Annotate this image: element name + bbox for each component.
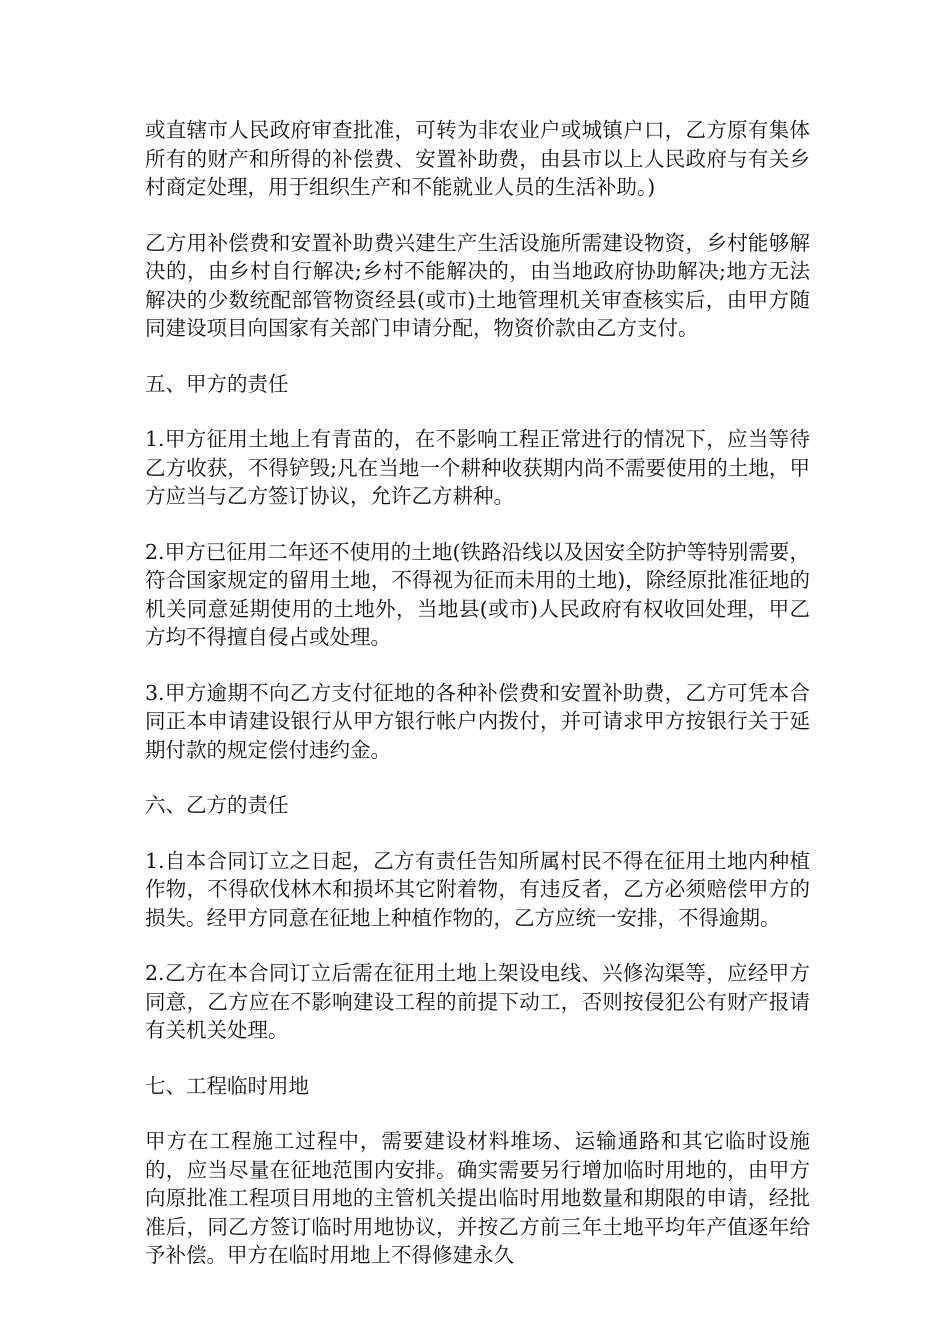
section-heading-7: 七、工程临时用地 bbox=[145, 1073, 309, 1098]
paragraph-6-2: 2.乙方在本合同订立后需在征用土地上架设电线、兴修沟渠等，应经甲方同意，乙方应在不影响建设工程的前提下动工，否则按侵犯公有财产报请有关机关处理。 bbox=[145, 961, 810, 1042]
paragraph-5-1: 1.甲方征用土地上有青苗的，在不影响工程正常进行的情况下，应当等待乙方收获，不得铲毁;凡在当地一个耕种收获期内尚不需要使用的土地，甲方应当与乙方签订协议，允许乙方耕种。 bbox=[145, 427, 810, 508]
section-heading-5: 五、甲方的责任 bbox=[145, 371, 289, 396]
paragraph-6-1: 1.自本合同订立之日起，乙方有责任告知所属村民不得在征用土地内种植作物，不得砍伐林木和损坏其它附着物，有违反者，乙方必须赔偿甲方的损失。经甲方同意在征地上种植作物的，乙方应统一安排，不得逾期。 bbox=[145, 848, 810, 930]
paragraph-1: 或直辖市人民政府审查批准，可转为非农业户或城镇户口，乙方原有集体所有的财产和所得的补偿费、安置补助费，由县市以上人民政府与有关乡村商定处理，用于组织生产和不能就业人员的生活补助。) bbox=[145, 118, 810, 199]
paragraph-5-2: 2.甲方已征用二年还不使用的土地(铁路沿线以及因安全防护等特别需要，符合国家规定的留用土地，不得视为征而未用的土地)，除经原批准征地的机关同意延期使用的土地外，当地县(或市)人民政府有权收回处理，甲乙方均不得擅自侵占或处理。 bbox=[145, 539, 810, 649]
section-heading-6: 六、乙方的责任 bbox=[145, 793, 289, 817]
document-body bbox=[145, 116, 810, 1297]
paragraph-2: 乙方用补偿费和安置补助费兴建生产生活设施所需建设物资，乡村能够解决的，由乡村自行解决;乡村不能解决的，由当地政府协助解决;地方无法解决的少数统配部管物资经县(或市)土地管理机关审查核实后，由甲方随同建设项目向国家有关部门申请分配，物资价款由乙方支付。 bbox=[145, 230, 810, 340]
paragraph-5-3: 3.甲方逾期不向乙方支付征地的各种补偿费和安置补助费，乙方可凭本合同正本申请建设银行从甲方银行帐户内拨付，并可请求甲方按银行关于延期付款的规定偿付违约金。 bbox=[145, 680, 810, 762]
paragraph-7-1: 甲方在工程施工过程中，需要建设材料堆场、运输通路和其它临时设施的，应当尽量在征地范围内安排。确实需要另行增加临时用地的，由甲方向原批准工程项目用地的主管机关提出临时用地数量和期限的申请，经批准后，同乙方签订临时用地协议，并按乙方前三年土地平均年产值逐年给予补偿。甲方在临时用地上不得修建永久 bbox=[145, 1129, 810, 1267]
